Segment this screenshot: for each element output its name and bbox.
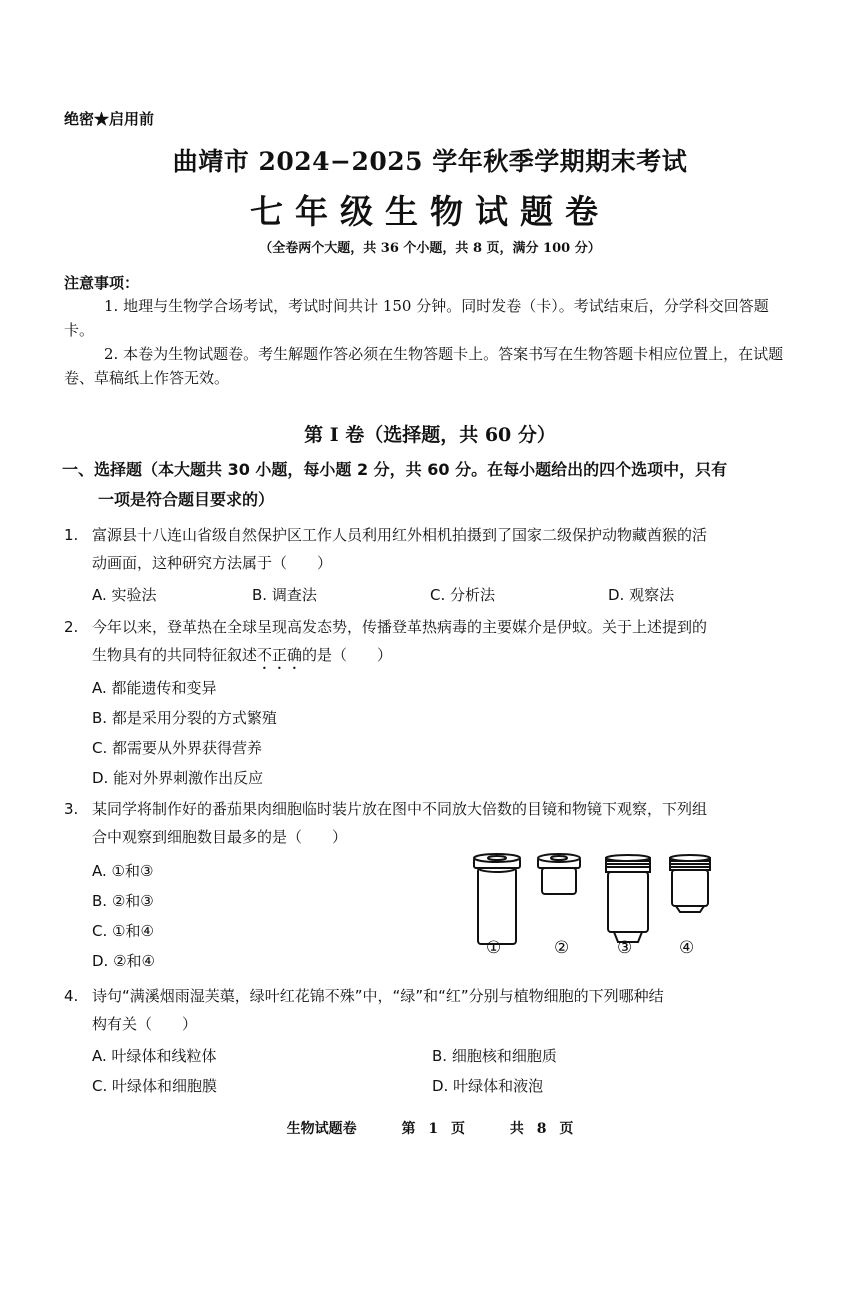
objective-long-icon [606, 855, 650, 942]
question-text-cont: 动画面，这种研究方法属于（ ） [92, 554, 333, 572]
note-item-2: 2. 本卷为生物试题卷。考生解题作答必须在生物答题卡上。答案书写在生物答题卡相应位置上，在试题卷、草稿纸上作答无效。 [64, 345, 784, 387]
question-1 [64, 521, 800, 577]
question-2 [64, 613, 800, 673]
lens-label-4: ④ [679, 938, 695, 958]
question-text-cont: 合中观察到细胞数目最多的是（ ） [92, 828, 348, 846]
option-b: B. 细胞核和细胞质 [432, 1047, 557, 1065]
question-3 [64, 795, 800, 851]
paper-title: 七年级生物试题卷 [250, 192, 610, 231]
option-a: A. ①和③ [92, 862, 154, 880]
option-a: A. 叶绿体和线粒体 [92, 1047, 217, 1065]
question-text-cont: 构有关（ ） [92, 1015, 198, 1033]
question-text: 某同学将制作好的番茄果肉细胞临时装片放在图中不同放大倍数的目镜和物镜下观察，下列组 [92, 800, 708, 818]
option-c: C. 叶绿体和细胞膜 [92, 1077, 218, 1095]
part-heading-line2: 一项是符合题目要求的） [98, 490, 275, 509]
option-b: B. ②和③ [92, 892, 154, 910]
part-heading-line1: 一、选择题（本大题共 30 小题，每小题 2 分，共 60 分。在每小题给出的四个选项中，只有 [62, 460, 728, 479]
option-b: B. 都是采用分裂的方式繁殖 [92, 709, 277, 727]
note-item-1: 1. 地理与生物学合场考试，考试时间共计 150 分钟。同时发卷（卡）。考试结束后，分学科交回答题卡。 [64, 297, 769, 339]
part-heading [62, 455, 802, 515]
question-number: 1. [64, 526, 79, 544]
option-c: C. 分析法 [430, 586, 496, 604]
question-text-part: 的是（ ） [302, 646, 393, 664]
option-c: C. 都需要从外界获得营养 [92, 739, 263, 757]
option-d: D. 能对外界刺激作出反应 [92, 769, 264, 787]
option-a: A. 都能遗传和变异 [92, 679, 217, 697]
option-c: C. ①和④ [92, 922, 154, 940]
option-d: D. 叶绿体和液泡 [432, 1077, 544, 1095]
option-b: B. 调查法 [252, 586, 317, 604]
lens-label-3: ③ [617, 938, 633, 958]
section-title: 第 I 卷（选择题，共 60 分） [304, 424, 556, 446]
option-a: A. 实验法 [92, 586, 157, 604]
lens-label-2: ② [554, 938, 570, 958]
lens-figure [468, 850, 728, 950]
emphasis-text: 不正确 [257, 646, 303, 664]
question-number: 3. [64, 800, 79, 818]
paper-subtitle: （全卷两个大题，共 36 个小题，共 8 页，满分 100 分） [259, 241, 601, 256]
lens-label-1: ① [486, 938, 502, 958]
question-number: 4. [64, 987, 79, 1005]
question-number: 2. [64, 618, 79, 636]
footer-subject: 生物试题卷 [286, 1121, 357, 1137]
page-footer [0, 1118, 860, 1138]
question-text: 今年以来，登革热在全球呈现高发态势，传播登革热病毒的主要媒介是伊蚊。关于上述提到的 [92, 618, 708, 636]
question-text: 富源县十八连山省级自然保护区工作人员利用红外相机拍摄到了国家二级保护动物藏酋猴的活 [92, 526, 708, 544]
question-text-cont [64, 641, 800, 673]
objective-short-icon [670, 855, 710, 912]
footer-total: 共 8 页 [509, 1121, 574, 1137]
exam-title: 曲靖市 2024−2025 学年秋季学期期末考试 [172, 147, 688, 176]
option-d: D. 观察法 [608, 586, 675, 604]
question-4 [64, 982, 800, 1038]
eyepiece-short-icon [538, 854, 580, 894]
notes-heading: 注意事项： [64, 274, 140, 292]
footer-page: 第 1 页 [401, 1121, 465, 1137]
question-text-part: 生物具有的共同特征叙述 [92, 646, 258, 664]
question-text: 诗句“满溪烟雨湿芙蕖，绿叶红花锦不殊”中，“绿”和“红”分别与植物细胞的下列哪种结 [92, 987, 664, 1005]
confidential-mark: 绝密★启用前 [64, 110, 155, 128]
eyepiece-long-icon [474, 854, 520, 944]
option-d: D. ②和④ [92, 952, 155, 970]
